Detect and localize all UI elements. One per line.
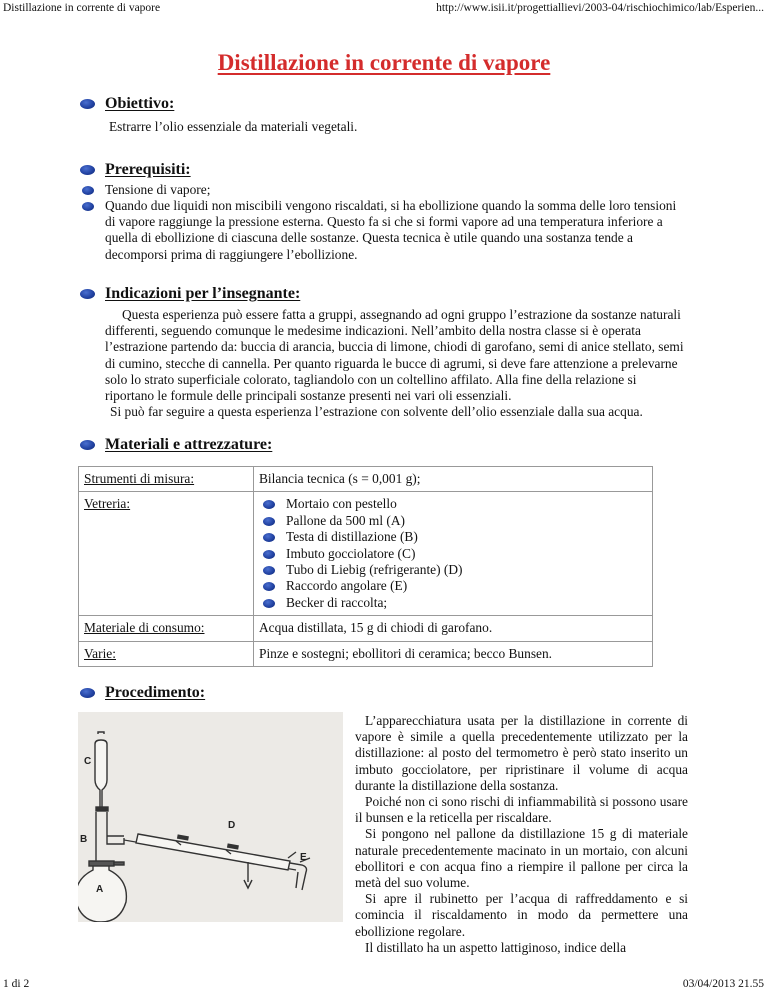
list-bullet-icon [82,186,94,195]
indicazioni-text: Questa esperienza può essere fatta a gruppi, assegnando ad ogni gruppo l’estrazione da sostanze naturali differenti, seguendo comunque le medesime indicazioni. Nell’ambito della nostra classe si è operata l’estrazione partendo da: buccia di arancia, buccia di limone, chiodi di garofano, semi di anice stellato, semi di cumino, stecche di cannella. Per quanto riguarda le bucce di agrumi, si deve fare attenzione a prelevarne solo lo strato superficiale colorato, tagliandolo con un coltellino affilato. Alla fine della relazione si riportano le formule delle principali sostanze presenti nei vari oli essenziali. Si può far seguire a questa esperienza l’estrazione con solvente dell’olio essenziale dalla sua acqua. [105,307,684,420]
section-bullet-icon [80,440,95,450]
heading-indicazioni: Indicazioni per l’insegnante: [105,285,301,302]
list-item: Raccordo angolare (E) [259,578,647,594]
heading-prerequisiti: Prerequisiti: [105,161,191,178]
list-bullet-icon [263,517,275,526]
heading-procedimento: Procedimento: [105,684,206,701]
paragraph: L’apparecchiatura usata per la distillazione in corrente di vapore è simile a quella precedentemente utilizzato per la distillazione: al posto del termometro è però stato inserito un imbuto gocciolatore, per ripristinare il volume di acqua durante la distillazione della sostanza. [355,713,688,793]
prerequisito-item: Quando due liquidi non miscibili vengono riscaldati, si ha ebollizione quando la somma delle loro tensioni di vapore raggiunge la pressione esterna. Questo fa si che si formi vapore ad una temperatura inferiore a quella di ebollizione di ciascuna delle sostanze. Questa tecnica è utile quando una sostanza tende a decomporsi prima di raggiungere l’ebollizione. [105,198,677,262]
section-bullet-icon [80,99,95,109]
heading-materiali: Materiali e attrezzature: [105,436,273,453]
paragraph: Si pongono nel pallone da distillazione 15 g di materiale naturale precedentemente macinato in un mortaio, con alcuni ebollitori e con acqua fino a riempire il pallone per circa la metà del suo volume. [355,826,688,891]
table-value: Pinze e sostegni; ebollitori di ceramica; becco Bunsen. [254,641,653,666]
list-bullet-icon [263,533,275,542]
table-label: Materiale di consumo: [79,616,254,641]
list-bullet-icon [263,500,275,509]
list-bullet-icon [263,582,275,591]
section-bullet-icon [80,289,95,299]
figure-label-d: D [228,820,236,831]
list-item: Testa di distillazione (B) [259,529,647,545]
list-item: Tubo di Liebig (refrigerante) (D) [259,562,647,578]
table-label: Vetreria: [79,492,254,616]
list-bullet-icon [82,202,94,211]
section-bullet-icon [80,688,95,698]
table-row [79,492,653,616]
figure-label-a: A [96,884,104,895]
vetreria-list [259,496,647,611]
materials-table [78,466,653,667]
list-item: Imbuto gocciolatore (C) [259,546,647,562]
list-bullet-icon [263,550,275,559]
figure-label-c: C [84,756,92,767]
table-value [254,492,653,616]
list-bullet-icon [263,599,275,608]
page-title: Distillazione in corrente di vapore [217,50,551,75]
print-timestamp: 03/04/2013 21.55 [682,978,764,990]
table-row [79,467,653,492]
paragraph: Il distillato ha un aspetto lattiginoso, indice della [365,939,627,955]
paragraph: Poiché non ci sono rischi di infiammabilità si possono usare il bunsen e la reticella per riscaldare. [355,794,688,826]
table-label: Varie: [79,641,254,666]
table-value: Acqua distillata, 15 g di chiodi di garofano. [254,616,653,641]
list-bullet-icon [263,566,275,575]
table-value: Bilancia tecnica (s = 0,001 g); [254,467,653,492]
paragraph: Si apre il rubinetto per l’acqua di raffreddamento e si comincia il riscaldamento in modo da permettere una ebollizione regolare. [355,891,688,939]
figure-label-e: E [300,852,307,863]
prerequisito-item: Tensione di vapore; [105,182,211,197]
print-header-title: Distillazione in corrente di vapore [3,2,161,14]
list-item: Pallone da 500 ml (A) [259,513,647,529]
print-header-url: http://www.isii.it/progettiallievi/2003-04/rischiochimico/lab/Esperien... [436,2,764,14]
table-label: Strumenti di misura: [79,467,254,492]
table-row [79,616,653,641]
table-row [79,641,653,666]
page-number: 1 di 2 [3,978,30,990]
obiettivo-text: Estrarre l’olio essenziale da materiali vegetali. [109,119,358,134]
figure-label-b: B [80,834,88,845]
heading-obiettivo: Obiettivo: [105,95,175,112]
distillation-apparatus-diagram [78,712,343,922]
apparatus-figure [78,712,343,922]
section-bullet-icon [80,165,95,175]
list-item: Mortaio con pestello [259,496,647,512]
list-item: Becker di raccolta; [259,595,647,611]
procedimento-text [355,713,688,956]
